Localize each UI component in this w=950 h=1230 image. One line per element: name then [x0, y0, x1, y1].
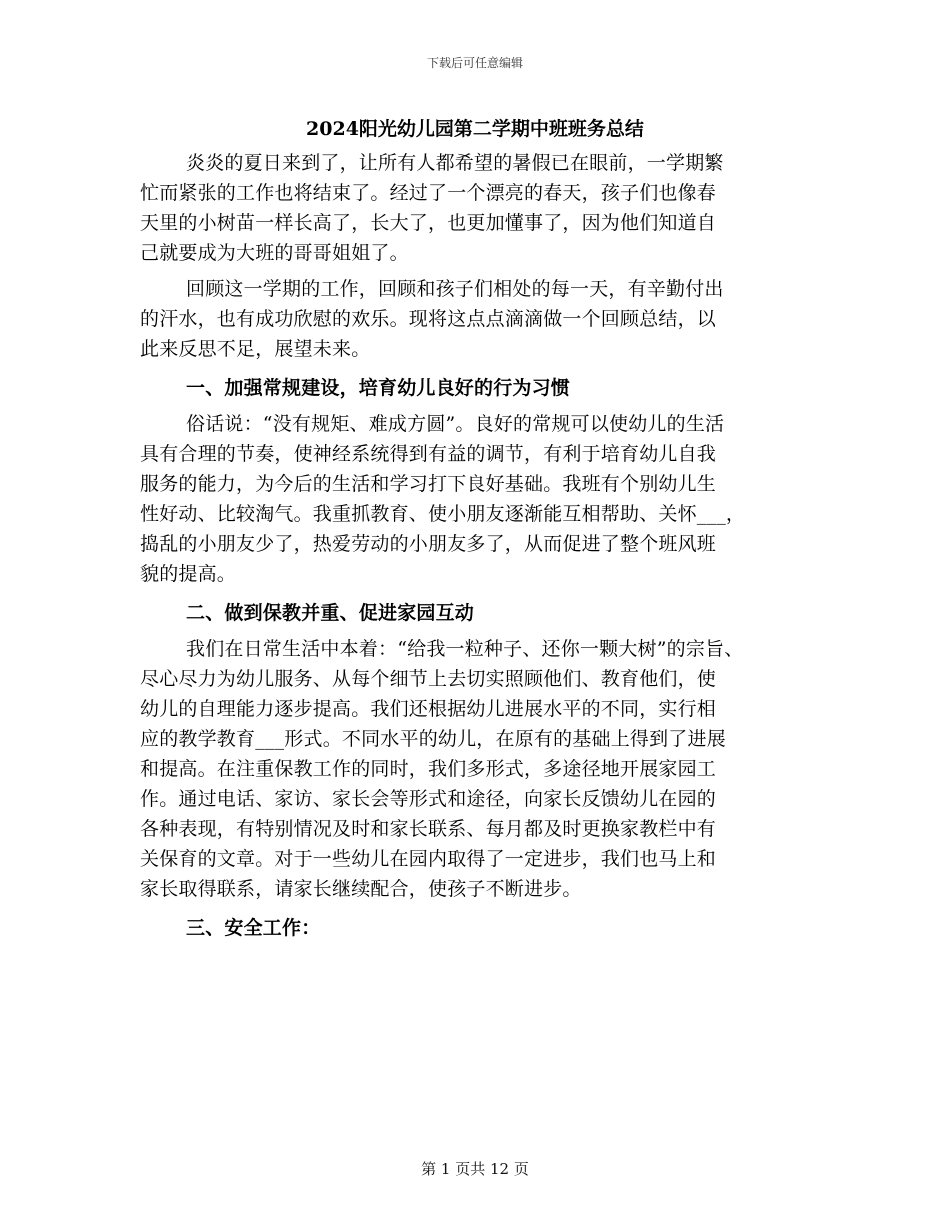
text-line: 回顾这一学期的工作，回顾和孩子们相处的每一天，有辛勤付出: [186, 278, 724, 300]
paragraph-review: [140, 274, 820, 364]
text-line: 俗话说：“没有规矩、难成方圆”。良好的常规可以使幼儿的生活: [186, 413, 725, 435]
section-heading-1: 一、加强常规建设，培育幼儿良好的行为习惯: [186, 377, 571, 399]
text-line: 炎炎的夏日来到了，让所有人都希望的暑假已在眼前，一学期繁: [186, 152, 724, 174]
section-heading-2: 二、做到保教并重、促进家园互动: [186, 602, 475, 624]
text-line: 各种表现，有特别情况及时和家长联系、每月都及时更换家教栏中有: [140, 818, 717, 840]
text-line: 己就要成为大班的哥哥姐姐了。: [140, 242, 409, 264]
paragraph-intro: [140, 148, 820, 268]
section-heading-3: 三、安全工作：: [186, 917, 321, 939]
text-line: 我们在日常生活中本着：“给我一粒种子、还你一颗大树”的宗旨、: [186, 638, 744, 660]
text-line: 作。通过电话、家访、家长会等形式和途径，向家长反馈幼儿在园的: [140, 788, 717, 810]
text-line: 性好动、比较淘气。我重抓教育、使小朋友逐渐能互相帮助、关怀___，: [140, 503, 746, 525]
text-line: 天里的小树苗一样长高了，长大了，也更加懂事了，因为他们知道自: [140, 212, 717, 234]
text-line: 家长取得联系，请家长继续配合，使孩子不断进步。: [140, 878, 582, 900]
paragraph-routine: [140, 409, 820, 589]
text-line: 貌的提高。: [140, 563, 237, 585]
text-line: 服务的能力，为今后的生活和学习打下良好基础。我班有个别幼儿生: [140, 473, 717, 495]
page-footer: 第 1 页共 12 页: [421, 1160, 529, 1178]
text-line: 捣乱的小朋友少了，热爱劳动的小朋友多了，从而促进了整个班风班: [140, 533, 717, 555]
text-line: 忙而紧张的工作也将结束了。经过了一个漂亮的春天，孩子们也像春: [140, 182, 717, 204]
paragraph-care-education: [140, 634, 820, 904]
document-body: [140, 148, 820, 943]
text-line: 关保育的文章。对于一些幼儿在园内取得了一定进步，我们也马上和: [140, 848, 717, 870]
text-line: 幼儿的自理能力逐步提高。我们还根据幼儿进展水平的不同，实行相: [140, 698, 717, 720]
text-line: 具有合理的节奏，使神经系统得到有益的调节，有利于培育幼儿自我: [140, 443, 717, 465]
page-title: 2024阳光幼儿园第二学期中班班务总结: [306, 118, 644, 140]
text-line: 此来反思不足，展望未来。: [140, 338, 371, 360]
text-line: 和提高。在注重保教工作的同时，我们多形式，多途径地开展家园工: [140, 758, 717, 780]
header-note: 下载后可任意编辑: [426, 56, 523, 70]
text-line: 的汗水，也有成功欣慰的欢乐。现将这点点滴滴做一个回顾总结，以: [140, 308, 717, 330]
text-line: 尽心尽力为幼儿服务、从每个细节上去切实照顾他们、教育他们，使: [140, 668, 717, 690]
text-line: 应的教学教育___形式。不同水平的幼儿，在原有的基础上得到了进展: [140, 728, 726, 750]
